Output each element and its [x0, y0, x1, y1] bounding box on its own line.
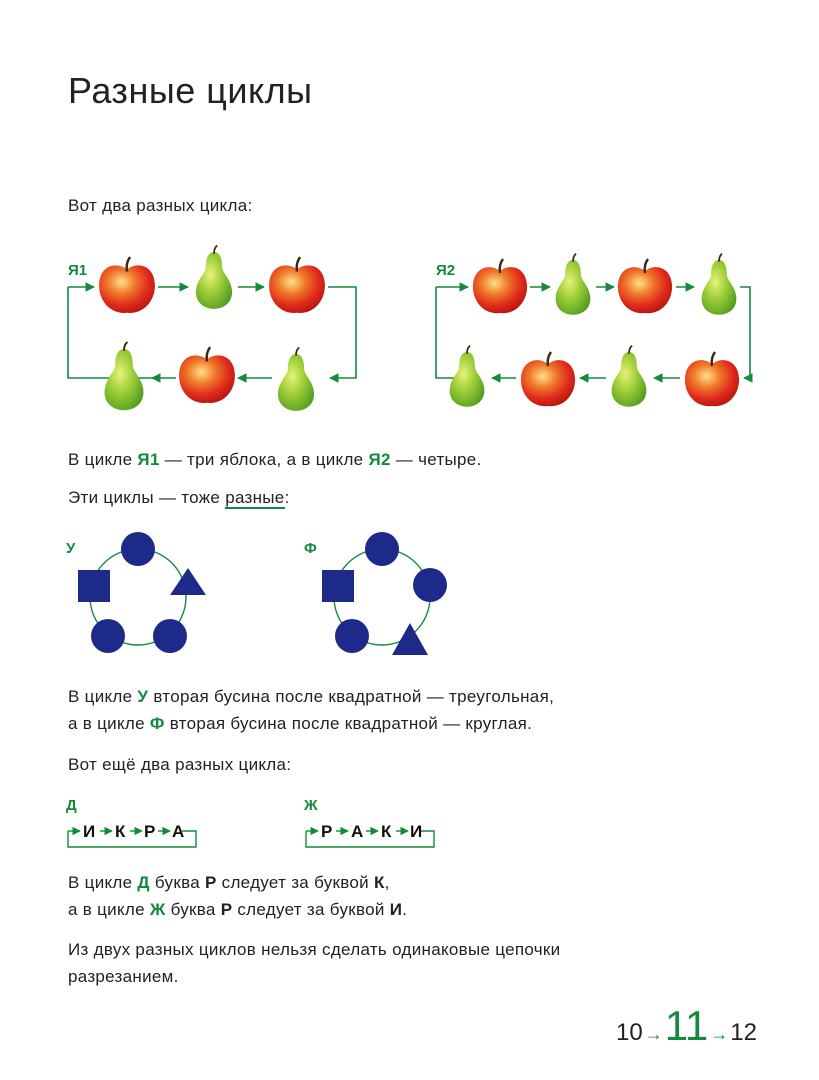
cycle-u-label: У: [66, 540, 76, 557]
label-zh: Ж: [149, 900, 166, 919]
text-part: следует за буквой: [232, 900, 390, 919]
square-bead: [322, 570, 354, 602]
text-part: — четыре.: [390, 450, 482, 469]
text-part: вторая бусина после квадратной — круглая.: [164, 714, 533, 733]
cycle-ya1-label: Я1: [68, 262, 88, 279]
apple-icon: [685, 352, 739, 406]
cycle-zh-label: Ж: [304, 797, 318, 814]
label-d: Д: [137, 873, 150, 892]
circle-bead: [365, 532, 399, 566]
text-part: следует за буквой: [216, 873, 374, 892]
cycle-ya1-diagram: [60, 235, 370, 415]
sentence-ya: [68, 450, 482, 470]
apple-icon: [473, 259, 527, 313]
letter-r: Р: [321, 822, 333, 841]
label-ya1: Я1: [137, 450, 160, 469]
pear-icon: [450, 346, 485, 407]
circle-bead: [91, 619, 125, 653]
letter-a: А: [351, 822, 364, 841]
letter-r: Р: [144, 822, 156, 841]
letter-i: И: [83, 822, 96, 841]
pear-icon: [702, 254, 737, 315]
letter-k: К: [115, 822, 126, 841]
pear-icon: [196, 246, 232, 309]
apple-icon: [99, 257, 155, 313]
sentence-letters-2: [68, 900, 407, 920]
bold-letter: И: [389, 900, 403, 919]
text-part: ,: [384, 873, 390, 892]
underlined-word: разные: [225, 488, 285, 507]
intro-text: Вот два разных цикла:: [68, 196, 253, 215]
text-part: буква: [149, 873, 205, 892]
text-part: :: [284, 488, 290, 507]
circle-bead: [121, 532, 155, 566]
pear-icon: [105, 342, 144, 410]
text-part: — три яблока, а в цикле: [159, 450, 369, 469]
cycle-d-label: Д: [66, 797, 77, 814]
text-part: вторая бусина после квадратной — треугольная,: [148, 687, 555, 706]
text-part: .: [402, 900, 408, 919]
ya1-link-right: [328, 287, 356, 378]
cycle-ya2-diagram: [428, 242, 758, 417]
pear-icon: [278, 348, 314, 411]
bold-letter: Р: [205, 873, 217, 892]
letter-a: А: [172, 822, 185, 841]
arrow-right-icon: →: [644, 1024, 663, 1044]
page-title: Разные циклы: [68, 70, 313, 111]
next-page-number[interactable]: 12: [730, 1019, 757, 1046]
apple-icon: [179, 347, 235, 403]
pagination: [616, 1002, 757, 1050]
bead-cycle-u: [70, 525, 220, 665]
current-page-number: 11: [664, 1002, 709, 1049]
prev-page-number[interactable]: 10: [615, 1019, 643, 1046]
text-part: Эти циклы — тоже: [68, 488, 226, 507]
sentence-beads-1: [68, 687, 554, 707]
pear-icon: [556, 254, 591, 315]
text-part: В цикле: [68, 687, 138, 706]
letter-k: К: [381, 822, 392, 841]
conclusion-line-1: Из двух разных циклов нельзя сделать одинаковые цепочки: [68, 940, 561, 959]
apple-icon: [269, 257, 325, 313]
triangle-bead: [392, 623, 428, 655]
letter-cycle-zh: [302, 815, 442, 855]
label-ya2: Я2: [368, 450, 391, 469]
apple-icon: [521, 352, 575, 406]
label-f: Ф: [149, 714, 165, 733]
circle-bead: [153, 619, 187, 653]
ya2-link-right: [740, 287, 750, 378]
bead-cycle-f: [314, 525, 464, 665]
text-part: а в цикле: [68, 900, 150, 919]
label-u: У: [137, 687, 149, 706]
square-bead: [78, 570, 110, 602]
ya2-link-left: [436, 287, 454, 378]
text-part: В цикле: [68, 873, 138, 892]
circle-bead: [335, 619, 369, 653]
arrow-right-icon: →: [710, 1024, 729, 1044]
circle-bead: [413, 568, 447, 602]
text-part: В цикле: [68, 450, 138, 469]
more-text: Вот ещё два разных цикла:: [68, 755, 292, 774]
triangle-bead: [170, 568, 206, 595]
text-part: а в цикле: [68, 714, 150, 733]
apple-icon: [618, 259, 672, 313]
bold-letter: Р: [220, 900, 233, 919]
cycle-ya2-label: Я2: [436, 262, 456, 279]
letter-cycle-d: [64, 815, 204, 855]
text-part: буква: [165, 900, 221, 919]
conclusion-line-2: разрезанием.: [68, 967, 179, 986]
cycle-f-label: Ф: [304, 540, 317, 557]
pear-icon: [612, 346, 647, 407]
sentence-letters-1: [68, 873, 390, 893]
also-different: [68, 488, 290, 508]
bold-letter: К: [373, 873, 385, 892]
letter-i: И: [410, 822, 423, 841]
sentence-beads-2: [68, 714, 532, 734]
